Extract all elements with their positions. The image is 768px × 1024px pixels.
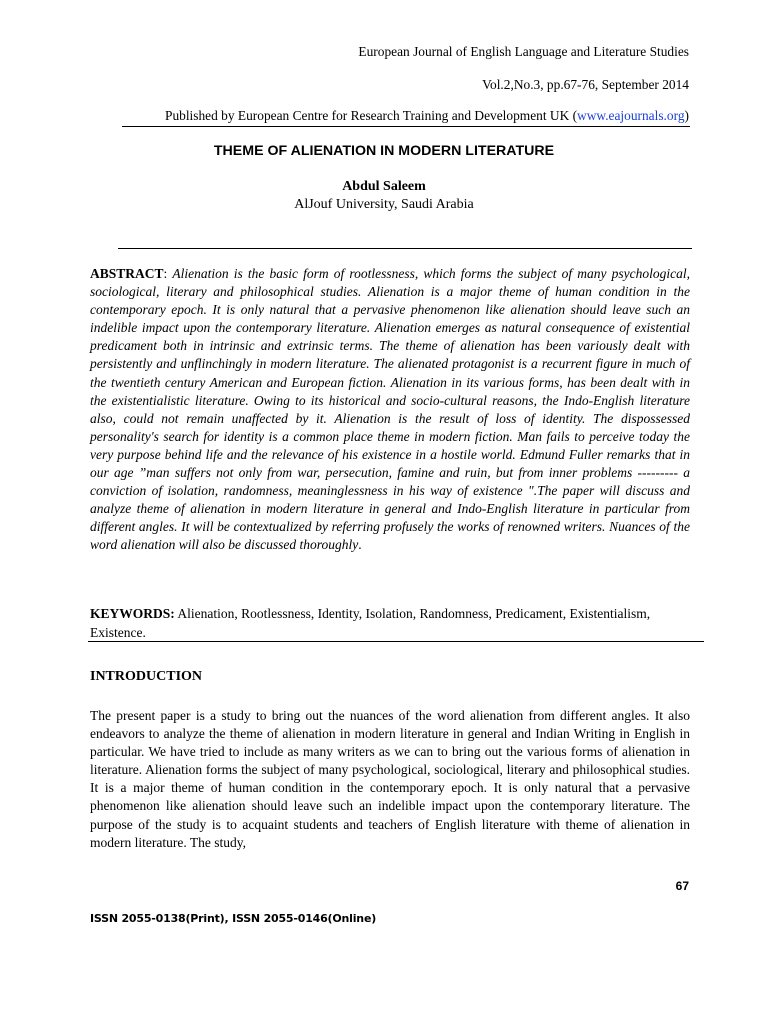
journal-name: European Journal of English Language and Literature Studies: [358, 44, 689, 59]
publisher-suffix: ): [684, 108, 689, 123]
keywords-text: Alienation, Rootlessness, Identity, Isolation, Randomness, Predicament, Existentialism, Existence.: [90, 606, 651, 640]
journal-website-link[interactable]: www.eajournals.org: [577, 108, 685, 123]
introduction-paragraph: The present paper is a study to bring out the nuances of the word alienation from different angles. It also endeavors to analyze the theme of alienation in modern literature in general and Indian Writing in English in particular. We have tried to include as many writers as we can to bring out the various forms of alienation in literature. Alienation forms the subject of many psychological, sociological, literary and philosophical studies. It is a major theme of human condition in the contemporary epoch. It is only natural that a pervasive phenomenon like alienation should leave such an indelible impact upon the contemporary literature. The purpose of the study is to acquaint students and teachers of English literature with theme of alienation in modern literature. The study,: [90, 708, 690, 850]
paper-title: THEME OF ALIENATION IN MODERN LITERATURE: [213, 143, 555, 159]
abstract-label: ABSTRACT: [90, 266, 164, 281]
abstract-end: .: [358, 537, 362, 553]
introduction-heading: INTRODUCTION: [90, 669, 203, 684]
abstract-top-rule: [118, 248, 692, 249]
header-rule: [122, 126, 690, 127]
page-number: 67: [675, 879, 689, 893]
author-name: Abdul Saleem: [342, 179, 426, 194]
keywords-rule: [88, 641, 704, 642]
abstract: [90, 265, 690, 555]
keywords: [90, 604, 690, 642]
abstract-separator: :: [163, 266, 173, 281]
abstract-text: Alienation is the basic form of rootlessness, which forms the subject of many psychological, sociological, literary and philosophical studies. Alienation is a major theme of human condition in the contemporary epoch. It is only natural that a pervasive phenomenon like alienation should leave such an indelible impact upon the contemporary literature. Alienation emerges as natural consequence of existential predicament both in intrinsic and extrinsic terms. The theme of alienation has been variously dealt with persistently and unflinchingly in modern literature. The alienated protagonist is a recurrent figure in much of the twentieth century American and European fiction. Alienation in its various forms, has been dealt with in the existentialistic literature. Owing to its historical and socio-cultural reasons, the Indo-English literature also, could not remain unaffected by it. Alienation is the result of loss of identity. The dispossessed personality's search for identity is a common place theme in modern fiction. Man fails to perceive today the very purpose behind life and the relevance of his existence in a hostile world. Edmund Fuller remarks that in our age ”man suffers not only from war, persecution, famine and ruin, but from inner problems --------- a conviction of isolation, randomness, meaninglessness in his way of existence ".The paper will discuss and analyze theme of alienation in modern literature in general and Indo-English literature in particular from different angles. It will be contextualized by referring profusely the works of renowned writers. Nuances of the word alienation will also be discussed thoroughly: [90, 266, 690, 553]
publisher-line: [165, 108, 689, 124]
author-affiliation: AlJouf University, Saudi Arabia: [294, 197, 474, 212]
publisher-prefix: Published by European Centre for Research Training and Development UK (: [165, 108, 578, 123]
issn-footer: ISSN 2055-0138(Print), ISSN 2055-0146(Online): [90, 912, 377, 925]
journal-volume: Vol.2,No.3, pp.67-76, September 2014: [482, 77, 689, 92]
keywords-label: KEYWORDS:: [90, 606, 175, 621]
